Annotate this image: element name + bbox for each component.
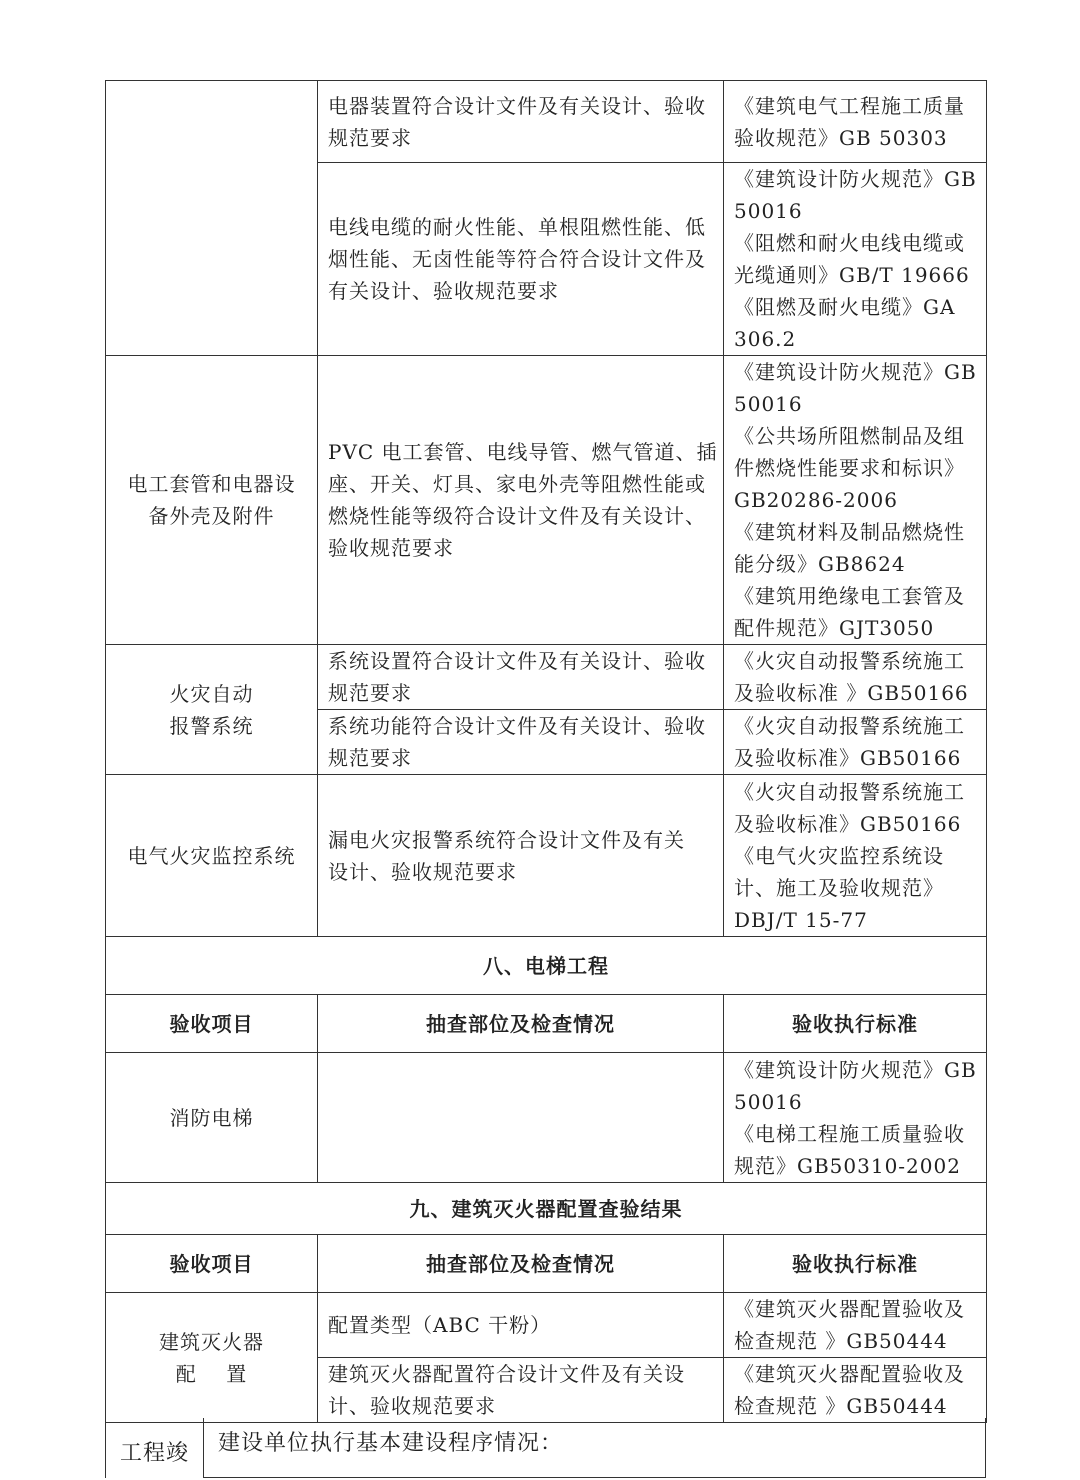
table-row [106,356,987,645]
standard-cell [724,645,987,710]
item-cell-empty [106,81,318,356]
check-cell [318,1293,724,1358]
check-cell [318,81,724,163]
text-line: GB20286-2006 [734,488,898,512]
check-cell [318,645,724,710]
text-line: 座、开关、灯具、家电外壳等阻燃性能或 [328,472,706,496]
text-line: 50016 [734,392,803,416]
header-row [106,1235,987,1293]
text-line: 配置类型（ABC 干粉） [328,1313,552,1337]
text-line: 及验收标准 》GB50166 [734,681,969,705]
section-row [106,1183,987,1235]
completion-section [105,1418,986,1478]
text-line: 《火灾自动报警系统施工 [734,779,965,804]
text-line: PVC 电工套管、电线导管、燃气管道、插 [328,440,718,464]
section-row [106,937,987,995]
table-row [106,81,987,163]
header-check: 抽查部位及检查情况 [318,995,724,1053]
text-line: 50016 [734,1089,803,1114]
text-line: 有关设计、验收规范要求 [328,279,559,303]
standard-cell [724,1358,987,1423]
text-line: 及验收标准》GB50166 [734,811,962,836]
item-cell [106,775,318,937]
text-line: 《建筑材料及制品燃烧性 [734,520,965,544]
text-line: DBJ/T 15-77 [734,907,868,932]
text-line: 《建筑灭火器配置验收及 [734,1362,965,1386]
standard-cell [724,81,987,163]
text-line: 消防电梯 [169,1105,254,1130]
header-row [106,995,987,1053]
standard-cell [724,163,987,356]
header-item: 验收项目 [106,995,318,1053]
header-standard: 验收执行标准 [724,1235,987,1293]
text-line: 光缆通则》GB/T 19666 [734,263,970,287]
text-line: 规范要求 [328,746,412,770]
check-cell [318,710,724,775]
construction-procedure-label: 建设单位执行基本建设程序情况： [218,1431,564,1456]
text-line: 及验收标准》GB50166 [734,746,962,770]
text-line: 漏电火灾报警系统符合设计文件及有关 [328,827,685,852]
text-line: 配件规范》GJT3050 [734,616,935,640]
text-line: 验收规范》GB 50303 [734,125,948,150]
section-title: 九、建筑灭火器配置查验结果 [106,1183,987,1235]
completion-label-cell [105,1418,203,1478]
completion-label: 工程竣 [120,1441,190,1466]
text-line: 系统设置符合设计文件及有关设计、验收 [328,649,706,673]
standard-cell [724,710,987,775]
text-line: 《阻燃及耐火电缆》GA [734,295,956,319]
table-row [106,1293,987,1358]
text-line: 50016 [734,199,803,223]
text-line: 检查规范 》GB50444 [734,1329,948,1353]
text-line: 《建筑用绝缘电工套管及 [734,584,965,608]
table-row [106,645,987,710]
text-line: 配 置 [175,1361,248,1386]
text-line: 备外壳及附件 [148,504,275,528]
item-cell [106,1053,318,1183]
item-cell [106,356,318,645]
header-standard: 验收执行标准 [724,995,987,1053]
text-line: 《建筑电气工程施工质量 [734,93,965,118]
text-line: 设计、验收规范要求 [328,859,517,884]
table-row [106,1053,987,1183]
text-line: 燃烧性能等级符合设计文件及有关设计、 [328,504,706,528]
text-line: 规范要求 [328,125,412,150]
construction-procedure-cell [203,1418,986,1478]
text-line: 能分级》GB8624 [734,552,906,576]
standard-cell [724,356,987,645]
check-cell [318,775,724,937]
check-cell [318,163,724,356]
inspection-table [105,80,987,1423]
text-line: 规范》GB50310-2002 [734,1153,961,1178]
header-check: 抽查部位及检查情况 [318,1235,724,1293]
text-line: 建筑灭火器配置符合设计文件及有关设 [328,1362,685,1386]
standard-cell [724,1293,987,1358]
text-line: 《建筑灭火器配置验收及 [734,1297,965,1321]
text-line: 烟性能、无卤性能等符合符合设计文件及 [328,247,706,271]
text-line: 验收规范要求 [328,536,454,560]
check-cell [318,1358,724,1423]
text-line: 报警系统 [169,713,254,738]
table-row [106,775,987,937]
text-line: 系统功能符合设计文件及有关设计、验收 [328,714,706,738]
text-line: 计、验收规范要求 [328,1394,496,1418]
standard-cell [724,1053,987,1183]
section-title: 八、电梯工程 [106,937,987,995]
text-line: 电工套管和电器设 [127,472,296,496]
item-cell [106,645,318,775]
text-line: 《火灾自动报警系统施工 [734,649,965,673]
text-line: 电气火灾监控系统 [127,843,296,868]
text-line: 《阻燃和耐火电线电缆或 [734,231,965,255]
text-line: 《火灾自动报警系统施工 [734,714,965,738]
text-line: 《建筑设计防火规范》GB [734,167,977,191]
text-line: 《建筑设计防火规范》GB [734,360,977,384]
text-line: 火灾自动 [169,681,254,706]
text-line: 306.2 [734,327,797,351]
text-line: 《公共场所阻燃制品及组 [734,424,965,448]
text-line: 规范要求 [328,681,412,705]
text-line: 电器装置符合设计文件及有关设计、验收 [328,93,706,118]
text-line: 《电气火灾监控系统设 [734,843,944,868]
item-cell [106,1293,318,1423]
text-line: 《电梯工程施工质量验收 [734,1121,965,1146]
header-item: 验收项目 [106,1235,318,1293]
text-line: 建筑灭火器 [159,1329,264,1354]
check-cell [318,356,724,645]
check-cell-empty [318,1053,724,1183]
text-line: 电线电缆的耐火性能、单根阻燃性能、低 [328,215,706,239]
standard-cell [724,775,987,937]
text-line: 件燃烧性能要求和标识》 [734,456,965,480]
text-line: 《建筑设计防火规范》GB [734,1057,977,1082]
text-line: 计、施工及验收规范》 [734,875,944,900]
text-line: 检查规范 》GB50444 [734,1394,948,1418]
